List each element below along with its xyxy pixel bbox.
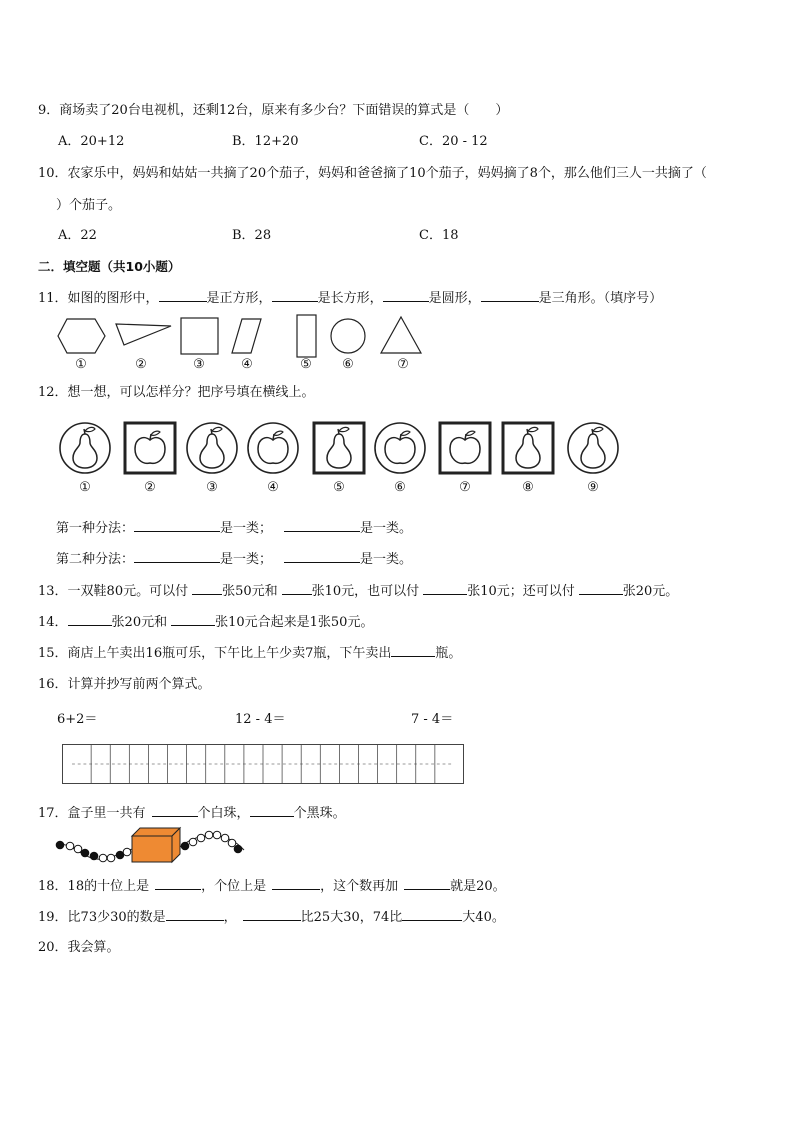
black-bead [234,845,242,853]
black-bead [116,851,124,859]
q13-text: 张20元。 [622,584,679,599]
q18-text: 就是20。 [450,879,506,894]
q19-text: 比25大30，74比 [300,910,403,925]
q14-text: 张10元合起来是1张50元。 [215,615,374,630]
q11-label: ② [135,357,147,372]
q11-label: ③ [193,357,205,372]
q12-class-text: 是一类。 [360,552,413,567]
q11-blank-circle[interactable] [383,289,429,302]
q13-text: 张50元和 [222,584,278,599]
white-bead [205,831,213,839]
apple-picture [437,420,493,476]
apple-picture [245,420,301,476]
q15-text: 瓶。 [435,646,462,661]
square-shape [181,318,218,354]
q12-blank[interactable] [134,519,220,532]
question-14 [38,613,373,632]
q18-text: ，个位上是 [201,879,267,894]
black-bead [90,852,98,860]
apple-picture [122,420,178,476]
q11-label: ① [75,357,87,372]
q11-text-5: 是三角形。（填序号） [538,291,663,306]
pear-picture [57,420,113,476]
q12-label: ⑥ [394,480,406,495]
q9-option-c[interactable]: C．20 - 12 [419,134,488,149]
pear-icon [327,427,351,468]
apple-icon [450,431,480,463]
white-bead [197,834,205,842]
q11-blank-square[interactable] [159,289,207,302]
question-12: 12．想一想，可以怎样分？把序号填在横线上。 [38,385,315,400]
q11-text-3: 是长方形， [317,291,383,306]
question-10-line1: 10．农家乐中，妈妈和姑姑一共摘了20个茄子，妈妈和爸爸摘了10个茄子，妈妈摘了8个，那么他们三人一共摘了（ [38,166,707,181]
q11-text-4: 是圆形， [428,291,481,306]
question-9-text: 9．商场卖了20台电视机，还剩12台，原来有多少台？下面错误的算式是（ ） [38,103,509,118]
q9-option-b[interactable]: B．12+20 [232,134,299,149]
apple-icon [385,431,415,463]
white-bead [66,842,74,850]
q12-blank[interactable] [284,519,360,532]
q12-class-text: 是一类； [220,521,273,536]
circle-frame [248,423,298,473]
q18-text: 18．18的十位上是 [38,879,150,894]
q19-blank[interactable] [402,908,462,921]
black-bead [81,849,89,857]
white-bead [74,845,82,853]
q11-blank-triangle[interactable] [481,289,539,302]
q16-expression: 12 - 4＝ [235,712,286,727]
q12-label: ④ [267,480,279,495]
q17-text: 17．盒子里一共有 [38,806,146,821]
q13-text: 13．一双鞋80元。可以付 [38,584,189,599]
q12-label: ② [144,480,156,495]
q17-text: 个白珠， [197,806,250,821]
q12-label: ③ [206,480,218,495]
q17-text: 个黑珠。 [293,806,346,821]
q12-way1-label: 第一种分法： [56,521,135,536]
question-11 [38,289,662,308]
q17-blank-black[interactable] [250,804,294,817]
q14-text: 张20元和 [111,615,168,630]
section-title: 二．填空题（共10小题） [38,259,181,274]
q13-blank[interactable] [192,582,222,595]
q12-label: ⑦ [459,480,471,495]
pear-picture [184,420,240,476]
q17-bead-string [54,824,246,864]
q10-option-a[interactable]: A．22 [58,228,97,243]
pear-picture [311,420,367,476]
pear-picture [565,420,621,476]
q19-text: 19．比73少30的数是 [38,910,166,925]
q13-text: 张10元，也可以付 [311,584,420,599]
q15-text: 15．商店上午卖出16瓶可乐，下午比上午少卖7瓶，下午卖出 [38,646,392,661]
box-icon [132,828,180,862]
question-17 [38,804,346,823]
q19-blank[interactable] [243,908,301,921]
parallelogram-shape [232,319,261,353]
q14-blank[interactable] [68,613,112,626]
acute-triangle-shape [116,324,171,345]
black-bead [181,842,189,850]
hexagon-shape [58,319,105,353]
q11-label: ⑤ [300,357,312,372]
q12-label: ⑤ [333,480,345,495]
white-bead [213,831,221,839]
q18-blank-ones[interactable] [272,877,320,890]
apple-icon [258,431,288,463]
q13-blank[interactable] [423,582,467,595]
q19-text: 大40。 [462,910,505,925]
pear-picture [500,420,556,476]
white-bead [228,839,236,847]
q18-text: ，这个数再加 [320,879,399,894]
question-10-line2: ）个茄子。 [56,198,122,213]
q11-label: ⑥ [342,357,354,372]
q11-text-1: 11．如图的图形中， [38,291,159,306]
pear-icon [516,427,540,468]
question-15 [38,644,461,663]
circle-frame [375,423,425,473]
q12-label: ⑧ [522,480,534,495]
q19-text: ， [223,910,237,925]
q12-label: ① [79,480,91,495]
q10-option-b[interactable]: B．28 [232,228,272,243]
circle-shape [331,319,365,353]
q12-class-text: 是一类。 [360,521,413,536]
q14-text: 14． [38,615,68,630]
apple-picture [372,420,428,476]
q12-way-1 [56,519,412,538]
q16-expression: 6+2＝ [57,712,98,727]
q12-way-2 [56,550,412,569]
question-13 [38,582,678,601]
q9-option-a[interactable]: A．20+12 [58,134,125,149]
q16-writing-grid[interactable] [62,744,464,784]
white-bead [99,854,107,862]
q14-blank[interactable] [171,613,215,626]
q12-label: ⑨ [587,480,599,495]
q18-blank-add[interactable] [404,877,450,890]
q12-blank[interactable] [134,550,220,563]
q19-blank[interactable] [166,908,224,921]
q11-shapes [50,313,430,359]
q15-blank[interactable] [391,644,435,657]
q11-label: ④ [241,357,253,372]
q12-way2-label: 第二种分法： [56,552,135,567]
pear-icon [73,427,97,468]
q17-blank-white[interactable] [152,804,198,817]
q12-blank[interactable] [284,550,360,563]
apple-icon [135,431,165,463]
q13-text: 张10元；还可以付 [467,584,575,599]
question-20: 20．我会算。 [38,940,120,955]
q10-option-c[interactable]: C．18 [419,228,459,243]
pear-icon [200,427,224,468]
q13-blank[interactable] [579,582,623,595]
white-bead [107,854,115,862]
square-frame [125,423,175,473]
q12-class-text: 是一类； [220,552,273,567]
q11-blank-rectangle[interactable] [272,289,318,302]
white-bead [189,838,197,846]
q11-label: ⑦ [397,357,409,372]
question-16: 16．计算并抄写前两个算式。 [38,677,211,692]
q11-text-2: 是正方形， [206,291,272,306]
q18-blank-tens[interactable] [155,877,201,890]
white-bead [123,848,131,856]
question-9 [38,102,508,120]
q16-expression: 7 - 4＝ [411,712,454,727]
black-bead [56,841,64,849]
square-frame [440,423,490,473]
triangle-shape [381,317,421,353]
pear-icon [581,427,605,468]
question-18 [38,877,506,896]
question-19 [38,908,505,927]
white-bead [221,834,229,842]
q13-blank[interactable] [282,582,312,595]
rectangle-shape [297,315,316,357]
